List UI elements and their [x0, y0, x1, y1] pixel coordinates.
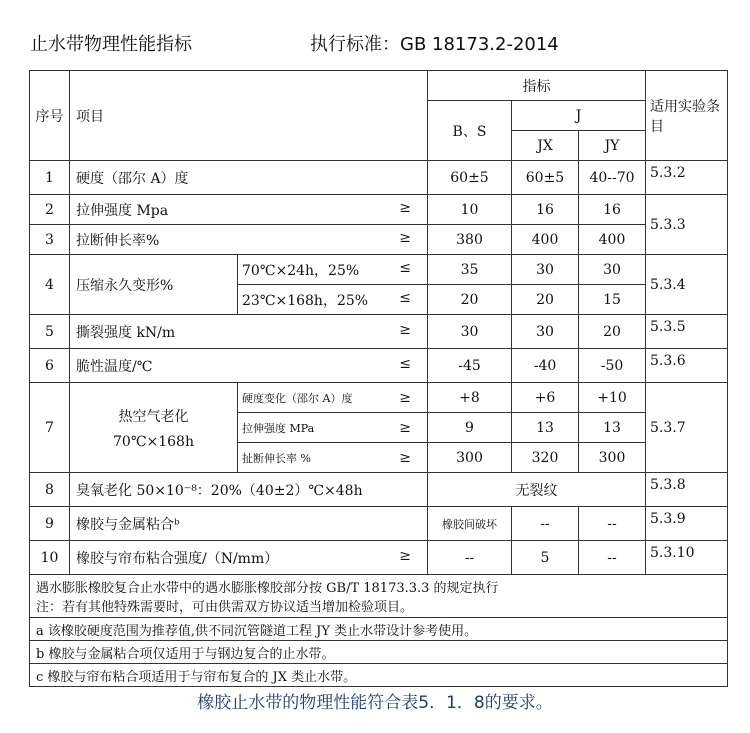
item-label: 橡胶与帘布粘合强度/（N/mm） [76, 550, 279, 567]
cell-bs: 10 [428, 195, 512, 225]
sub-condition [238, 383, 428, 413]
row-number: 9 [30, 507, 70, 541]
item-label: 拉伸强度 Mpa [76, 202, 169, 219]
cell-jx: 30 [512, 255, 579, 285]
sub-label: 拉伸强度 MPa [242, 421, 315, 435]
row-clause: 5.3.6 [646, 349, 728, 383]
cell-jx: 320 [512, 443, 579, 473]
item-label: 脆性温度/℃ [76, 358, 153, 375]
cell-jy: 400 [579, 225, 646, 255]
cell-bs: +8 [428, 383, 512, 413]
cell-bs: 30 [428, 315, 512, 349]
cell-jx: -- [512, 507, 579, 541]
row-item [70, 541, 428, 575]
row-clause: 5.3.9 [646, 507, 728, 541]
comparison-symbol: ≤ [399, 355, 411, 372]
cell-bs: 60±5 [428, 161, 512, 195]
table-row [30, 255, 728, 285]
cell-jy: 13 [579, 413, 646, 443]
comparison-symbol: ≥ [399, 449, 411, 466]
header-seq: 序号 [30, 71, 70, 161]
sub-label: 70℃×24h，25% [242, 262, 360, 279]
table-row [30, 349, 728, 383]
footnote-c: c 橡胶与帘布粘合项适用于与帘布复合的 JX 类止水带。 [30, 664, 728, 687]
cell-jx: 60±5 [512, 161, 579, 195]
cell-bs: 35 [428, 255, 512, 285]
cell-bs: 9 [428, 413, 512, 443]
cell-bs: 380 [428, 225, 512, 255]
cell-jy: 20 [579, 315, 646, 349]
note-block [30, 575, 728, 618]
row-number: 2 [30, 195, 70, 225]
sub-condition [238, 255, 428, 285]
row-item [70, 315, 428, 349]
table-row [30, 161, 728, 195]
header-bs: B、S [428, 101, 512, 161]
cell-jy: -50 [579, 349, 646, 383]
table-row [30, 383, 728, 413]
row-item: 橡胶与金属粘合ᵇ [70, 507, 428, 541]
comparison-symbol: ≥ [399, 389, 411, 406]
comparison-symbol: ≥ [399, 229, 411, 246]
footer-caption: 橡胶止水带的物理性能符合表5．1．8的要求。 [197, 693, 553, 713]
table-row [30, 315, 728, 349]
row-clause: 5.3.2 [646, 161, 728, 195]
cell-bs: -- [428, 541, 512, 575]
row-item: 压缩永久变形% [70, 255, 238, 315]
header-jx: JX [512, 131, 579, 161]
comparison-symbol: ≥ [399, 419, 411, 436]
row-item: 硬度（邵尔 A）度 [70, 161, 428, 195]
comparison-symbol: ≥ [399, 199, 411, 216]
row-clause: 5.3.4 [646, 255, 728, 315]
cell-jx: 20 [512, 285, 579, 315]
page-title: 止水带物理性能指标 [30, 34, 192, 55]
cell-bs: -45 [428, 349, 512, 383]
row-number: 7 [30, 383, 70, 473]
note-line: 注：若有其他特殊需要时，可由供需双方协议适当增加检验项目。 [36, 600, 414, 615]
sub-condition [238, 443, 428, 473]
comparison-symbol: ≤ [399, 259, 411, 276]
sub-label: 23℃×168h，25% [242, 292, 369, 309]
cell-jy: 300 [579, 443, 646, 473]
item-label: 拉断伸长率% [76, 232, 160, 249]
row-item [70, 349, 428, 383]
sub-label: 扯断伸长率 % [242, 451, 311, 465]
row-number: 1 [30, 161, 70, 195]
properties-table [29, 70, 728, 687]
table-row [30, 507, 728, 541]
table-row [30, 225, 728, 255]
cell-jy: 30 [579, 255, 646, 285]
cell-jy: -- [579, 507, 646, 541]
cell-jy: 16 [579, 195, 646, 225]
row-clause: 5.3.10 [646, 541, 728, 575]
cell-jx: +6 [512, 383, 579, 413]
cell-jx: 16 [512, 195, 579, 225]
table-row [30, 541, 728, 575]
header-jy: JY [579, 131, 646, 161]
row-item: 臭氧老化 50×10⁻⁸：20%（40±2）℃×48h [70, 473, 428, 507]
sub-condition [238, 285, 428, 315]
cell-jx: 13 [512, 413, 579, 443]
cell-jx: -40 [512, 349, 579, 383]
comparison-symbol: ≤ [399, 289, 411, 306]
row-item [70, 195, 428, 225]
cell-jx: 5 [512, 541, 579, 575]
row-item [70, 225, 428, 255]
cell-jx: 30 [512, 315, 579, 349]
note-line: 遇水膨胀橡胶复合止水带中的遇水膨胀橡胶部分按 GB/T 18173.3.3 的规定执行 [36, 581, 499, 596]
row-clause: 5.3.8 [646, 473, 728, 507]
cell-jy: +10 [579, 383, 646, 413]
header-item: 项目 [70, 71, 428, 161]
footnote-a: a 该橡胶硬度范围为推荐值,供不同沉管隧道工程 JY 类止水带设计参考使用。 [30, 618, 728, 641]
table-row [30, 473, 728, 507]
comparison-symbol: ≥ [399, 321, 411, 338]
cell-jy: 15 [579, 285, 646, 315]
row-number: 10 [30, 541, 70, 575]
table-row [30, 195, 728, 225]
cell-jy: -- [579, 541, 646, 575]
row-item [70, 383, 238, 473]
item-label: 热空气老化 [118, 408, 189, 425]
cell-jx: 400 [512, 225, 579, 255]
row-number: 4 [30, 255, 70, 315]
cell-bs: 300 [428, 443, 512, 473]
row-number: 6 [30, 349, 70, 383]
comparison-symbol: ≥ [399, 547, 411, 564]
item-label: 撕裂强度 kN/m [76, 324, 176, 341]
sub-label: 硬度变化（邵尔 A）度 [242, 391, 353, 405]
header-clause: 适用实验条目 [646, 71, 728, 161]
sub-condition [238, 413, 428, 443]
row-number: 3 [30, 225, 70, 255]
row-clause: 5.3.3 [646, 195, 728, 255]
standard-label: 执行标准：GB 18173.2-2014 [310, 34, 559, 55]
row-number: 5 [30, 315, 70, 349]
cell-bs: 橡胶间破坏 [428, 507, 512, 541]
item-condition: 70℃×168h [113, 433, 194, 450]
row-clause: 5.3.7 [646, 383, 728, 473]
cell-bs: 20 [428, 285, 512, 315]
cell-jy: 40--70 [579, 161, 646, 195]
row-number: 8 [30, 473, 70, 507]
cell-value: 无裂纹 [428, 473, 646, 507]
row-clause: 5.3.5 [646, 315, 728, 349]
header-indicator: 指标 [428, 71, 646, 101]
header-j: J [512, 101, 646, 131]
footnote-b: b 橡胶与金属粘合项仅适用于与钢边复合的止水带。 [30, 641, 728, 664]
